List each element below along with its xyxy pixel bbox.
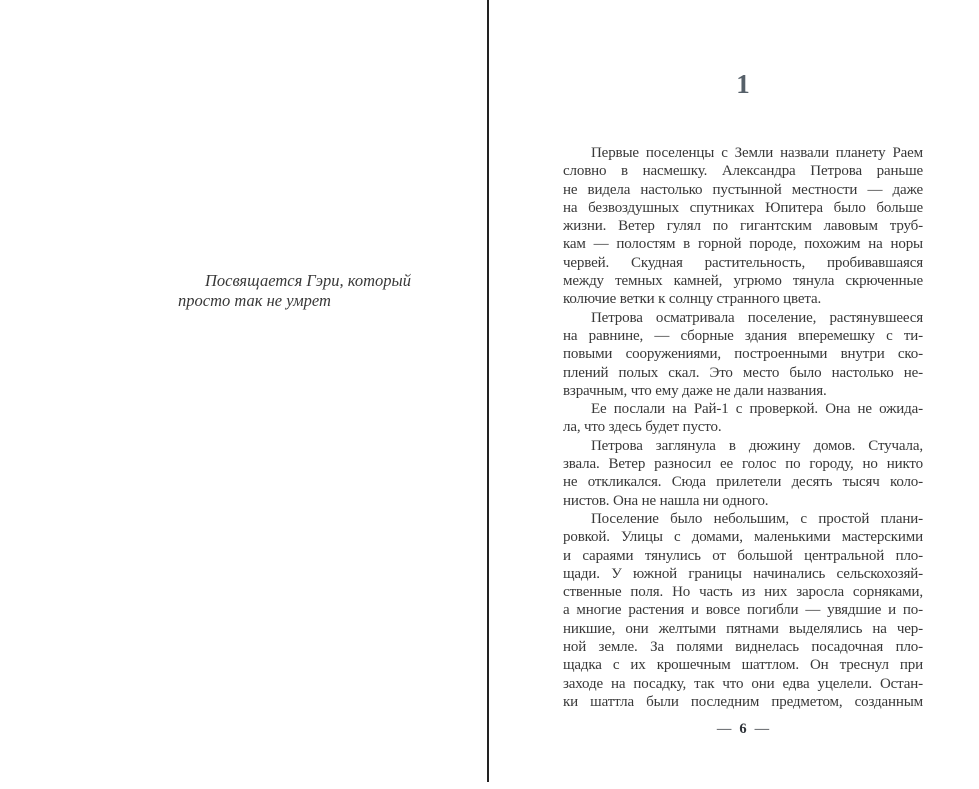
text-line: нистов. Она не нашла ни одного. (563, 492, 769, 509)
text-line: заходе на посадку, так что они едва уцелели. Остан- (563, 675, 923, 692)
text-line: червей. Скудная растительность, пробивавшаяся (563, 254, 923, 271)
text-line: ки шаттла были последним предметом, созданным (563, 693, 923, 710)
page-footer (563, 720, 923, 738)
dedication (178, 271, 411, 311)
text-line: плений полых скал. Это место было настолько не- (563, 364, 923, 381)
text-line: ной земле. За полями виднелась посадочная пло- (563, 639, 923, 656)
text-line: жизни. Ветер гулял по гигантским лавовым труб- (563, 218, 923, 235)
left-page (0, 0, 487, 789)
text-line: повыми сооружениями, построенными внутри ско- (563, 346, 923, 363)
text-line: и сараями тянулись от большой центральной пло- (563, 547, 923, 564)
text-line: словно в насмешку. Александра Петрова раньше (563, 163, 923, 180)
text-line: ла, что здесь будет пусто. (563, 419, 722, 436)
text-line: а многие растения и вовсе погибли — увядшие и по- (563, 602, 923, 619)
dedication-line: просто так не умрет (178, 291, 331, 310)
body-text (563, 144, 923, 711)
text-line: взрачным, что ему даже не дали названия. (563, 382, 827, 399)
text-line: не откликался. Сюда прилетели десять тысяч коло- (563, 474, 923, 491)
text-line: не видела настолько пустынной местности — даже (563, 181, 923, 198)
page-number: 6 (739, 721, 747, 737)
text-line: Петрова осматривала поселение, растянувшееся (591, 309, 923, 326)
text-line: ственные поля. Но часть из них заросла сорняками, (563, 584, 923, 601)
text-line: Ее послали на Рай-1 с проверкой. Она не ожида- (591, 401, 923, 418)
text-line: Первые поселенцы с Земли назвали планету Раем (591, 145, 923, 161)
text-line: никшие, они желтыми пятнами выделялись на чер- (563, 620, 923, 637)
text-line: на равнине, — сборные здания вперемешку с ти- (563, 327, 923, 344)
text-line: щадка с их крошечным шаттлом. Он треснул при (563, 657, 923, 674)
footer-left-dash: — (716, 721, 732, 737)
chapter-number: 1 (736, 69, 750, 99)
text-line: кам — полостям в горной породе, похожим на норы (563, 236, 923, 253)
text-line: звала. Ветер разносил ее голос по городу, но никто (563, 456, 923, 473)
text-line: Поселение было небольшим, с простой плани- (591, 510, 923, 527)
right-page (489, 0, 979, 789)
dedication-line: Посвящается Гэри, который (205, 271, 411, 290)
text-line: на безвоздушных спутниках Юпитера было больше (563, 199, 923, 216)
text-line: Петрова заглянула в дюжину домов. Стучала, (591, 437, 923, 454)
text-line: ровкой. Улицы с домами, маленькими мастерскими (563, 529, 923, 546)
text-line: между темных камней, угрюмо тянула скрюченные (563, 273, 923, 290)
text-line: щади. У южной границы начинались сельскохозяй- (563, 565, 923, 582)
footer-right-dash: — (754, 721, 770, 737)
text-line: колючие ветки к солнцу странного цвета. (563, 291, 822, 308)
